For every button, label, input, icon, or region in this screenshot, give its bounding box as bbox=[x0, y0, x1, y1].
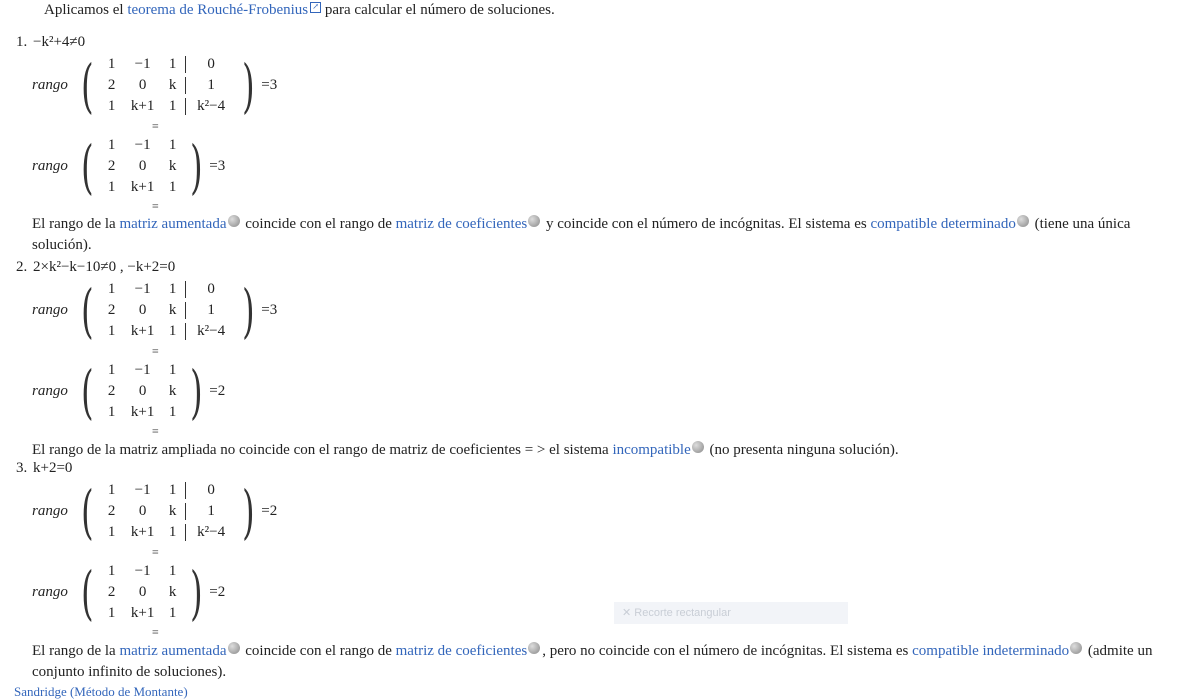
matrix-cell: 1 bbox=[168, 179, 177, 195]
case-3-augmented-rank: rango ( 1 −1 1 0 2 0 k 1 1 k+1 1 k²−4 ) =2 bbox=[32, 477, 278, 546]
matrix-cell: 0 bbox=[185, 56, 237, 73]
matrix-cell: 1 bbox=[107, 98, 116, 114]
external-link-icon: ↗ bbox=[310, 2, 321, 13]
coefficient-matrix bbox=[99, 135, 185, 198]
case-2-conclusion: El rango de la matriz ampliada no coincide con el rango de matriz de coeficientes = > el sistema incompatible (no presenta ninguna solución). bbox=[32, 442, 899, 458]
right-paren: ) bbox=[189, 357, 203, 426]
matrix-cell: k bbox=[168, 383, 177, 399]
matrix-cell: 1 bbox=[107, 404, 116, 420]
matrix-cell: 1 bbox=[107, 482, 116, 498]
case-3-condition: 3. k+2=0 bbox=[16, 460, 73, 476]
equivalence-symbol: ≡ bbox=[152, 625, 159, 639]
matrix-cell: k bbox=[168, 584, 177, 600]
coefficient-matrix bbox=[99, 360, 185, 423]
matrix-cell: 0 bbox=[185, 482, 237, 499]
matrix-cell: 1 bbox=[168, 281, 177, 297]
matrix-cell: k+1 bbox=[130, 179, 155, 195]
left-paren: ( bbox=[81, 477, 94, 546]
matrix-cell: 0 bbox=[138, 302, 147, 318]
matrix-cell: 1 bbox=[168, 605, 177, 621]
globe-icon bbox=[228, 215, 240, 227]
matrix-cell: 0 bbox=[138, 158, 147, 174]
equivalence-symbol: ≡ bbox=[152, 199, 159, 213]
right-paren: ) bbox=[241, 276, 255, 345]
case-1-condition: 1. −k²+4≠0 bbox=[16, 34, 86, 50]
matrix-cell: 1 bbox=[168, 404, 177, 420]
matrix-cell: k²−4 bbox=[185, 323, 237, 340]
left-paren: ( bbox=[81, 558, 94, 627]
matrix-cell: 1 bbox=[168, 137, 177, 153]
matrix-cell: 2 bbox=[107, 503, 116, 519]
case-2-condition: 2. 2×k²−k−10≠0 , −k+2=0 bbox=[16, 259, 176, 275]
matrix-cell: 1 bbox=[168, 323, 177, 339]
matrix-cell: −1 bbox=[134, 56, 151, 72]
matrix-cell: 2 bbox=[107, 584, 116, 600]
matrix-cell: 1 bbox=[107, 323, 116, 339]
matrix-cell: k bbox=[168, 302, 177, 318]
globe-icon bbox=[1017, 215, 1029, 227]
matrix-cell: 1 bbox=[185, 302, 237, 319]
matrix-cell: 0 bbox=[138, 77, 147, 93]
matrix-cell: 1 bbox=[185, 503, 237, 520]
augmented-matrix bbox=[99, 279, 237, 342]
left-paren: ( bbox=[81, 276, 94, 345]
matrix-cell: 1 bbox=[168, 563, 177, 579]
compatible-determinado-link[interactable]: compatible determinado bbox=[870, 216, 1016, 232]
matrix-cell: −1 bbox=[134, 482, 151, 498]
matrix-cell: k+1 bbox=[130, 404, 155, 420]
matrix-cell: 1 bbox=[168, 98, 177, 114]
augmented-matrix bbox=[99, 480, 237, 543]
intro-line bbox=[44, 2, 555, 19]
matriz-aumentada-link[interactable]: matriz aumentada bbox=[119, 216, 227, 232]
augmented-matrix bbox=[99, 54, 237, 117]
matrix-cell: k+1 bbox=[130, 524, 155, 540]
matrix-cell: 1 bbox=[107, 281, 116, 297]
globe-icon bbox=[528, 215, 540, 227]
matrix-cell: 1 bbox=[107, 362, 116, 378]
matrix-cell: 2 bbox=[107, 383, 116, 399]
equivalence-symbol: ≡ bbox=[152, 424, 159, 438]
equivalence-symbol: ≡ bbox=[152, 545, 159, 559]
matrix-cell: k bbox=[168, 77, 177, 93]
matrix-cell: 1 bbox=[107, 563, 116, 579]
globe-icon bbox=[692, 441, 704, 453]
matrix-cell: 1 bbox=[168, 524, 177, 540]
right-paren: ) bbox=[189, 558, 203, 627]
matrix-cell: 2 bbox=[107, 77, 116, 93]
matrix-cell: k+1 bbox=[130, 98, 155, 114]
matrix-cell: −1 bbox=[134, 563, 151, 579]
matrix-cell: 0 bbox=[185, 281, 237, 298]
incompatible-link[interactable]: incompatible bbox=[612, 442, 691, 458]
case-1-augmented-rank: rango ( 1 −1 1 0 2 0 k 1 1 k+1 1 k²−4 ) =3 bbox=[32, 51, 278, 120]
globe-icon bbox=[1070, 642, 1082, 654]
left-paren: ( bbox=[81, 357, 94, 426]
matrix-cell: −1 bbox=[134, 362, 151, 378]
matrix-cell: 1 bbox=[168, 482, 177, 498]
matrix-cell: 1 bbox=[107, 605, 116, 621]
equivalence-symbol: ≡ bbox=[152, 344, 159, 358]
right-paren: ) bbox=[241, 477, 255, 546]
case-2-augmented-rank: rango ( 1 −1 1 0 2 0 k 1 1 k+1 1 k²−4 ) =3 bbox=[32, 276, 278, 345]
case-1-coefficient-rank: rango ( 1 −1 1 2 0 k 1 k+1 1 ) =3 bbox=[32, 132, 226, 201]
rouche-frobenius-link[interactable]: teorema de Rouché-Frobenius bbox=[127, 2, 309, 18]
left-paren: ( bbox=[81, 132, 94, 201]
compatible-indeterminado-link[interactable]: compatible indeterminado bbox=[912, 643, 1070, 659]
case-3-coefficient-rank: rango ( 1 −1 1 2 0 k 1 k+1 1 ) =2 bbox=[32, 558, 226, 627]
matrix-cell: k+1 bbox=[130, 605, 155, 621]
case-1-conclusion: El rango de la matriz aumentada coincide con el rango de matriz de coeficientes y coincide con el número de incógnitas. El sistema es compatible determinado (tiene una única solución). bbox=[32, 216, 1131, 253]
right-paren: ) bbox=[241, 51, 255, 120]
matrix-cell: 1 bbox=[107, 56, 116, 72]
globe-icon bbox=[228, 642, 240, 654]
matrix-cell: 1 bbox=[107, 179, 116, 195]
matrix-cell: 1 bbox=[107, 524, 116, 540]
matrix-cell: −1 bbox=[134, 281, 151, 297]
matrix-cell: 0 bbox=[138, 503, 147, 519]
matrix-cell: k²−4 bbox=[185, 524, 237, 541]
equivalence-symbol: ≡ bbox=[152, 119, 159, 133]
globe-icon bbox=[528, 642, 540, 654]
matriz-coeficientes-link[interactable]: matriz de coeficientes bbox=[395, 643, 528, 659]
left-paren: ( bbox=[81, 51, 94, 120]
matrix-cell: k²−4 bbox=[185, 98, 237, 115]
matrix-cell: 1 bbox=[168, 362, 177, 378]
matrix-cell: 2 bbox=[107, 158, 116, 174]
case-3-conclusion: El rango de la matriz aumentada coincide con el rango de matriz de coeficientes , pero no coincide con el número de incógnitas. El sistema es compatible indeterminado (admite un conjunto infinito de soluciones). bbox=[32, 643, 1153, 680]
intro-text: Aplicamos el bbox=[44, 2, 128, 18]
matrix-cell: 2 bbox=[107, 302, 116, 318]
sandridge-link[interactable]: Sandridge (Método de Montante) bbox=[14, 684, 188, 699]
snip-tooltip: ✕ Recorte rectangular bbox=[614, 602, 848, 624]
matriz-coeficientes-link[interactable]: matriz de coeficientes bbox=[395, 216, 528, 232]
matrix-cell: 1 bbox=[185, 77, 237, 94]
coefficient-matrix bbox=[99, 561, 185, 624]
matrix-cell: 0 bbox=[138, 383, 147, 399]
matrix-cell: k bbox=[168, 158, 177, 174]
matrix-cell: −1 bbox=[134, 137, 151, 153]
matrix-cell: k+1 bbox=[130, 323, 155, 339]
matrix-cell: k bbox=[168, 503, 177, 519]
case-2-coefficient-rank: rango ( 1 −1 1 2 0 k 1 k+1 1 ) =2 bbox=[32, 357, 226, 426]
matriz-aumentada-link[interactable]: matriz aumentada bbox=[119, 643, 227, 659]
intro-text-end: para calcular el número de soluciones. bbox=[321, 2, 555, 18]
right-paren: ) bbox=[189, 132, 203, 201]
matrix-cell: 1 bbox=[107, 137, 116, 153]
matrix-cell: 0 bbox=[138, 584, 147, 600]
matrix-cell: 1 bbox=[168, 56, 177, 72]
